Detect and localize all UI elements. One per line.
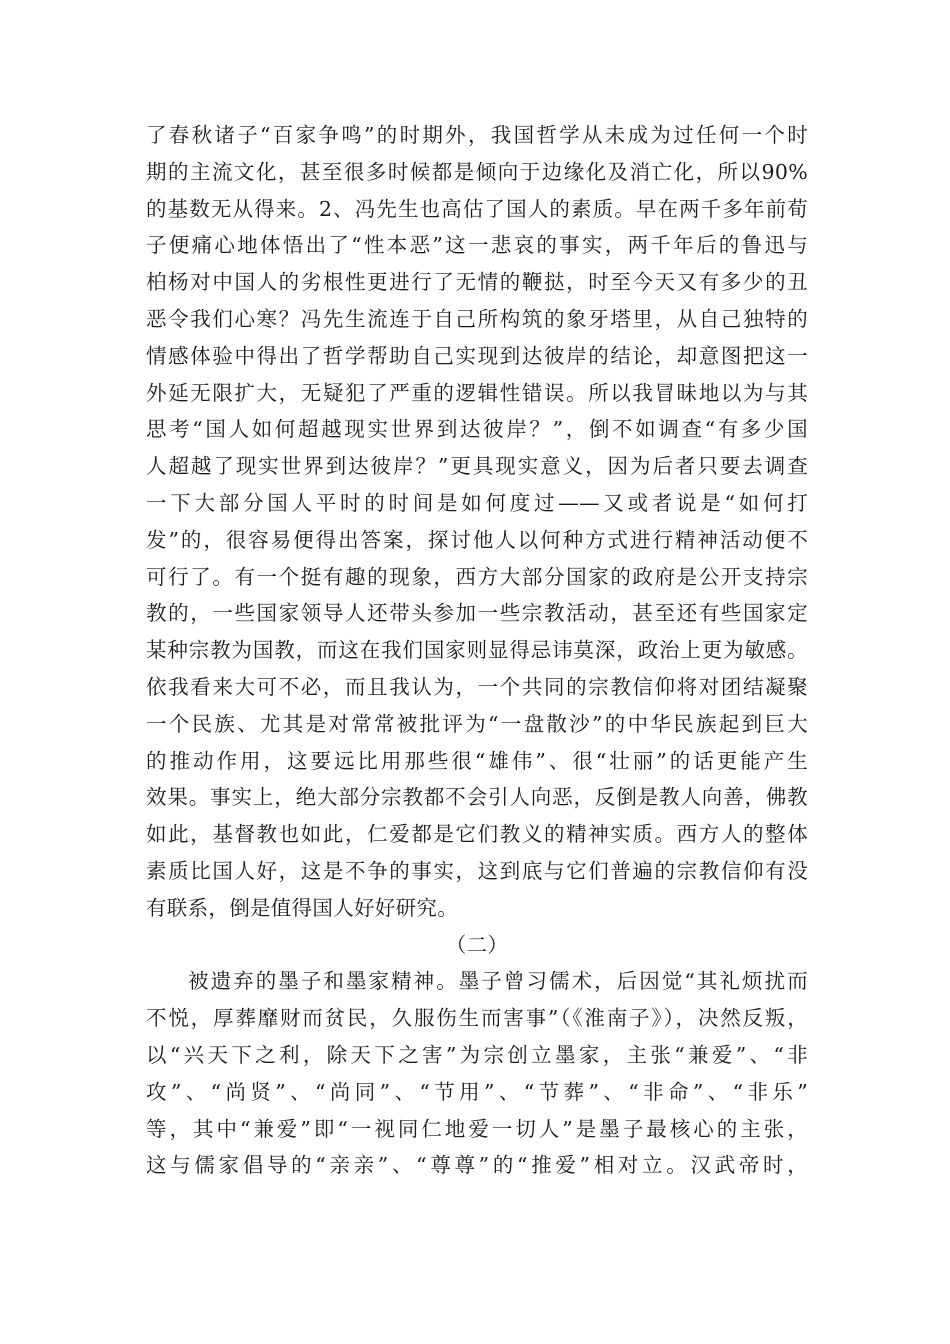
paragraph-line: 有联系，倒是值得国人好好研究。 (146, 895, 458, 920)
paragraph-line: 思考“国人如何超越现实世界到达彼岸？”，倒不如调查“有多少国 (146, 417, 808, 442)
paragraph-line: 柏杨对中国人的劣根性更进行了无情的鞭挞，时至今天又有多少的丑 (146, 270, 808, 295)
paragraph-line: 这与儒家倡导的“亲亲”、“尊尊”的“推爱”相对立。汉武帝时， (146, 1153, 808, 1178)
paragraph-line: 期的主流文化，甚至很多时候都是倾向于边缘化及消亡化，所以90% (146, 159, 808, 184)
section-heading: （二） (445, 932, 509, 957)
paragraph-line: 不悦，厚葬靡财而贫民，久服伤生而害事”（《淮南子》），决然反叛， (146, 1006, 808, 1031)
paragraph-line: 人超越了现实世界到达彼岸？”更具现实意义，因为后者只要去调查 (146, 454, 808, 479)
paragraph-line: 可行了。有一个挺有趣的现象，西方大部分国家的政府是公开支持宗 (146, 564, 808, 589)
paragraph-line: 如此，基督教也如此，仁爱都是它们教义的精神实质。西方人的整体 (146, 822, 808, 847)
paragraph-line: 依我看来大可不必，而且我认为，一个共同的宗教信仰将对团结凝聚 (146, 674, 808, 699)
paragraph-line: 素质比国人好，这是不争的事实，这到底与它们普遍的宗教信仰有没 (146, 858, 808, 883)
paragraph-line: 情感体验中得出了哲学帮助自己实现到达彼岸的结论，却意图把这一 (146, 343, 808, 368)
paragraph-line: 外延无限扩大，无疑犯了严重的逻辑性错误。所以我冒昧地以为与其 (146, 380, 808, 405)
paragraph-line: 子便痛心地体悟出了“性本恶”这一悲哀的事实，两千年后的鲁迅与 (146, 233, 808, 258)
paragraph-line: 恶令我们心寒？冯先生流连于自己所构筑的象牙塔里，从自己独特的 (146, 306, 808, 331)
paragraph-line: 某种宗教为国教，而这在我们国家则显得忌讳莫深，政治上更为敏感。 (146, 638, 808, 663)
paragraph-line: 教的，一些国家领导人还带头参加一些宗教活动，甚至还有些国家定 (146, 601, 808, 626)
body-text (146, 117, 808, 1184)
paragraph-line: 的推动作用，这要远比用那些很“雄伟”、很“壮丽”的话更能产生 (146, 748, 808, 773)
paragraph-line: 等，其中“兼爱”即“一视同仁地爱一切人”是墨子最核心的主张， (146, 1116, 808, 1141)
paragraph-line: 一下大部分国人平时的时间是如何度过——又或者说是“如何打 (146, 490, 808, 515)
paragraph-line: 攻”、“尚贤”、“尚同”、“节用”、“节葬”、“非命”、“非乐” (146, 1079, 808, 1104)
paragraph-line: 以“兴天下之利，除天下之害”为宗创立墨家，主张“兼爱”、“非 (146, 1042, 808, 1067)
paragraph-line: 了春秋诸子“百家争鸣”的时期外，我国哲学从未成为过任何一个时 (146, 123, 808, 147)
paragraph-line: 效果。事实上，绝大部分宗教都不会引人向恶，反倒是教人向善，佛教 (146, 785, 808, 810)
paragraph-line: 的基数无从得来。2、冯先生也高估了国人的素质。早在两千多年前荀 (146, 196, 808, 221)
paragraph-line: 发”的，很容易便得出答案，探讨他人以何种方式进行精神活动便不 (146, 527, 808, 552)
paragraph-2 (146, 963, 808, 1184)
paragraph-1 (146, 117, 808, 927)
paragraph-line: 一个民族、尤其是对常常被批评为“一盘散沙”的中华民族起到巨大 (146, 711, 808, 736)
paragraph-line: 被遗弃的墨子和墨家精神。墨子曾习儒术，后因觉“其礼烦扰而 (188, 969, 808, 994)
